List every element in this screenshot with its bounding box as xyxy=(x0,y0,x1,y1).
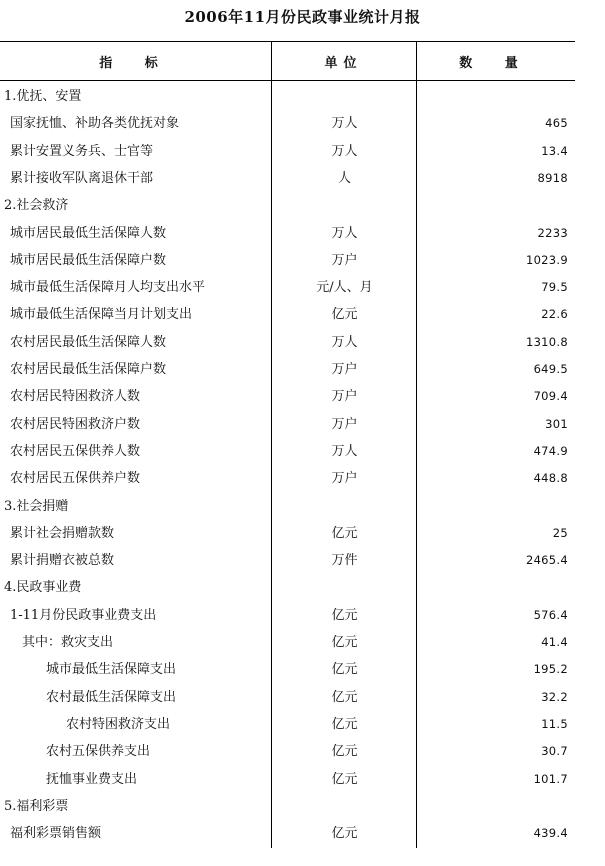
table-row xyxy=(0,356,575,383)
indicator-cell: 农村居民特困救济人数 xyxy=(10,389,141,405)
section-row xyxy=(0,493,575,520)
indicator-cell: 1-11月份民政事业费支出 xyxy=(10,607,157,623)
value-cell: 2465.4 xyxy=(525,553,568,568)
unit-cell: 万人 xyxy=(331,334,358,350)
indicator-cell: 城市最低生活保障支出 xyxy=(46,662,177,678)
value-cell: 301 xyxy=(545,416,568,431)
value-cell: 41.4 xyxy=(541,635,568,649)
value-cell: 709.4 xyxy=(533,389,568,404)
header-bottom-border xyxy=(0,80,575,81)
value-cell: 195.2 xyxy=(533,662,568,677)
indicator-cell: 城市居民最低生活保障户数 xyxy=(10,252,167,268)
table-row xyxy=(0,820,575,847)
indicator-cell: 累计社会捐赠款数 xyxy=(10,525,115,541)
value-cell: 32.2 xyxy=(541,689,568,704)
table-row xyxy=(0,629,575,656)
table-row xyxy=(0,165,575,192)
indicator-cell: 5.福利彩票 xyxy=(4,798,69,814)
unit-cell: 万户 xyxy=(331,252,358,268)
indicator-cell: 其中：救灾支出 xyxy=(22,635,114,650)
table-row xyxy=(0,438,575,465)
unit-cell: 亿元 xyxy=(331,525,358,541)
indicator-cell: 1.优抚、安置 xyxy=(4,89,82,104)
section-row xyxy=(0,574,575,601)
table-row xyxy=(0,738,575,765)
value-cell: 25 xyxy=(552,525,568,540)
value-cell: 474.9 xyxy=(533,443,568,458)
indicator-cell: 农村居民五保供养户数 xyxy=(10,471,141,487)
indicator-cell: 2.社会救济 xyxy=(4,198,69,214)
value-cell: 1023.9 xyxy=(525,252,568,267)
indicator-cell: 国家抚恤、补助各类优抚对象 xyxy=(10,116,180,132)
section-row xyxy=(0,83,575,110)
value-cell: 439.4 xyxy=(533,826,568,841)
value-cell: 101.7 xyxy=(533,771,568,786)
unit-cell: 亿元 xyxy=(331,744,358,760)
table-row xyxy=(0,274,575,301)
unit-cell: 万户 xyxy=(331,389,358,405)
value-cell: 79.5 xyxy=(541,280,568,295)
unit-cell: 万户 xyxy=(331,471,358,487)
value-cell: 1310.8 xyxy=(525,334,568,349)
indicator-cell: 农村最低生活保障支出 xyxy=(46,689,177,705)
table-row xyxy=(0,547,575,574)
indicator-cell: 3.社会捐赠 xyxy=(4,498,69,514)
value-cell: 11.5 xyxy=(541,716,568,731)
table-row xyxy=(0,220,575,247)
indicator-cell: 累计接收军队离退休干部 xyxy=(10,170,154,186)
section-row xyxy=(0,192,575,219)
indicator-cell: 农村五保供养支出 xyxy=(46,744,151,760)
unit-cell: 人 xyxy=(337,170,351,186)
table-row xyxy=(0,766,575,793)
unit-cell: 万人 xyxy=(331,225,358,241)
unit-cell: 元/人、月 xyxy=(316,280,373,296)
table-top-border xyxy=(0,41,575,42)
section-row xyxy=(0,793,575,820)
indicator-cell: 农村特困救济支出 xyxy=(66,716,171,732)
unit-cell: 亿元 xyxy=(331,826,358,842)
table-row xyxy=(0,520,575,547)
table-row xyxy=(0,656,575,683)
table-row xyxy=(0,110,575,137)
table-row xyxy=(0,684,575,711)
unit-cell: 亿元 xyxy=(331,662,358,678)
unit-cell: 万户 xyxy=(331,416,358,432)
table-row xyxy=(0,411,575,438)
table-row xyxy=(0,711,575,738)
unit-cell: 亿元 xyxy=(331,607,358,623)
table-row xyxy=(0,247,575,274)
table-row xyxy=(0,301,575,328)
unit-cell: 万人 xyxy=(331,143,358,159)
indicator-cell: 抚恤事业费支出 xyxy=(46,771,138,787)
value-cell: 8918 xyxy=(537,170,568,185)
value-cell: 30.7 xyxy=(541,744,568,759)
unit-cell: 亿元 xyxy=(331,771,358,787)
unit-cell: 亿元 xyxy=(331,689,358,705)
value-cell: 13.4 xyxy=(541,143,568,158)
indicator-cell: 农村居民最低生活保障户数 xyxy=(10,362,167,377)
indicator-cell: 农村居民特困救济户数 xyxy=(10,416,141,432)
value-cell: 576.4 xyxy=(533,607,568,622)
table-row xyxy=(0,465,575,492)
table-row xyxy=(0,329,575,356)
unit-cell: 万件 xyxy=(331,553,358,569)
value-cell: 448.8 xyxy=(533,471,568,486)
indicator-cell: 累计捐赠衣被总数 xyxy=(10,553,115,569)
header-unit: 单位 xyxy=(324,55,363,71)
table-row xyxy=(0,383,575,410)
value-cell: 465 xyxy=(545,116,568,131)
indicator-cell: 累计安置义务兵、士官等 xyxy=(10,143,154,159)
indicator-cell: 农村居民五保供养人数 xyxy=(10,443,141,459)
indicator-cell: 城市最低生活保障月人均支出水平 xyxy=(10,280,206,296)
unit-cell: 万人 xyxy=(331,443,358,459)
header-value: 数 量 xyxy=(459,55,532,71)
header-indicator: 指 标 xyxy=(99,55,172,71)
indicator-cell: 农村居民最低生活保障人数 xyxy=(10,334,167,350)
unit-cell: 亿元 xyxy=(331,635,358,650)
value-cell: 22.6 xyxy=(541,307,568,322)
table-row xyxy=(0,138,575,165)
indicator-cell: 4.民政事业费 xyxy=(4,580,82,596)
indicator-cell: 城市最低生活保障当月计划支出 xyxy=(10,307,193,323)
indicator-cell: 福利彩票销售额 xyxy=(10,826,102,842)
report-title: 2006年11月份民政事业统计月报 xyxy=(184,8,421,26)
table-row xyxy=(0,602,575,629)
unit-cell: 亿元 xyxy=(331,307,358,323)
indicator-cell: 城市居民最低生活保障人数 xyxy=(10,225,167,241)
value-cell: 2233 xyxy=(537,225,568,240)
unit-cell: 亿元 xyxy=(331,716,358,732)
unit-cell: 万人 xyxy=(331,116,358,132)
value-cell: 649.5 xyxy=(533,362,568,376)
unit-cell: 万户 xyxy=(331,362,358,377)
